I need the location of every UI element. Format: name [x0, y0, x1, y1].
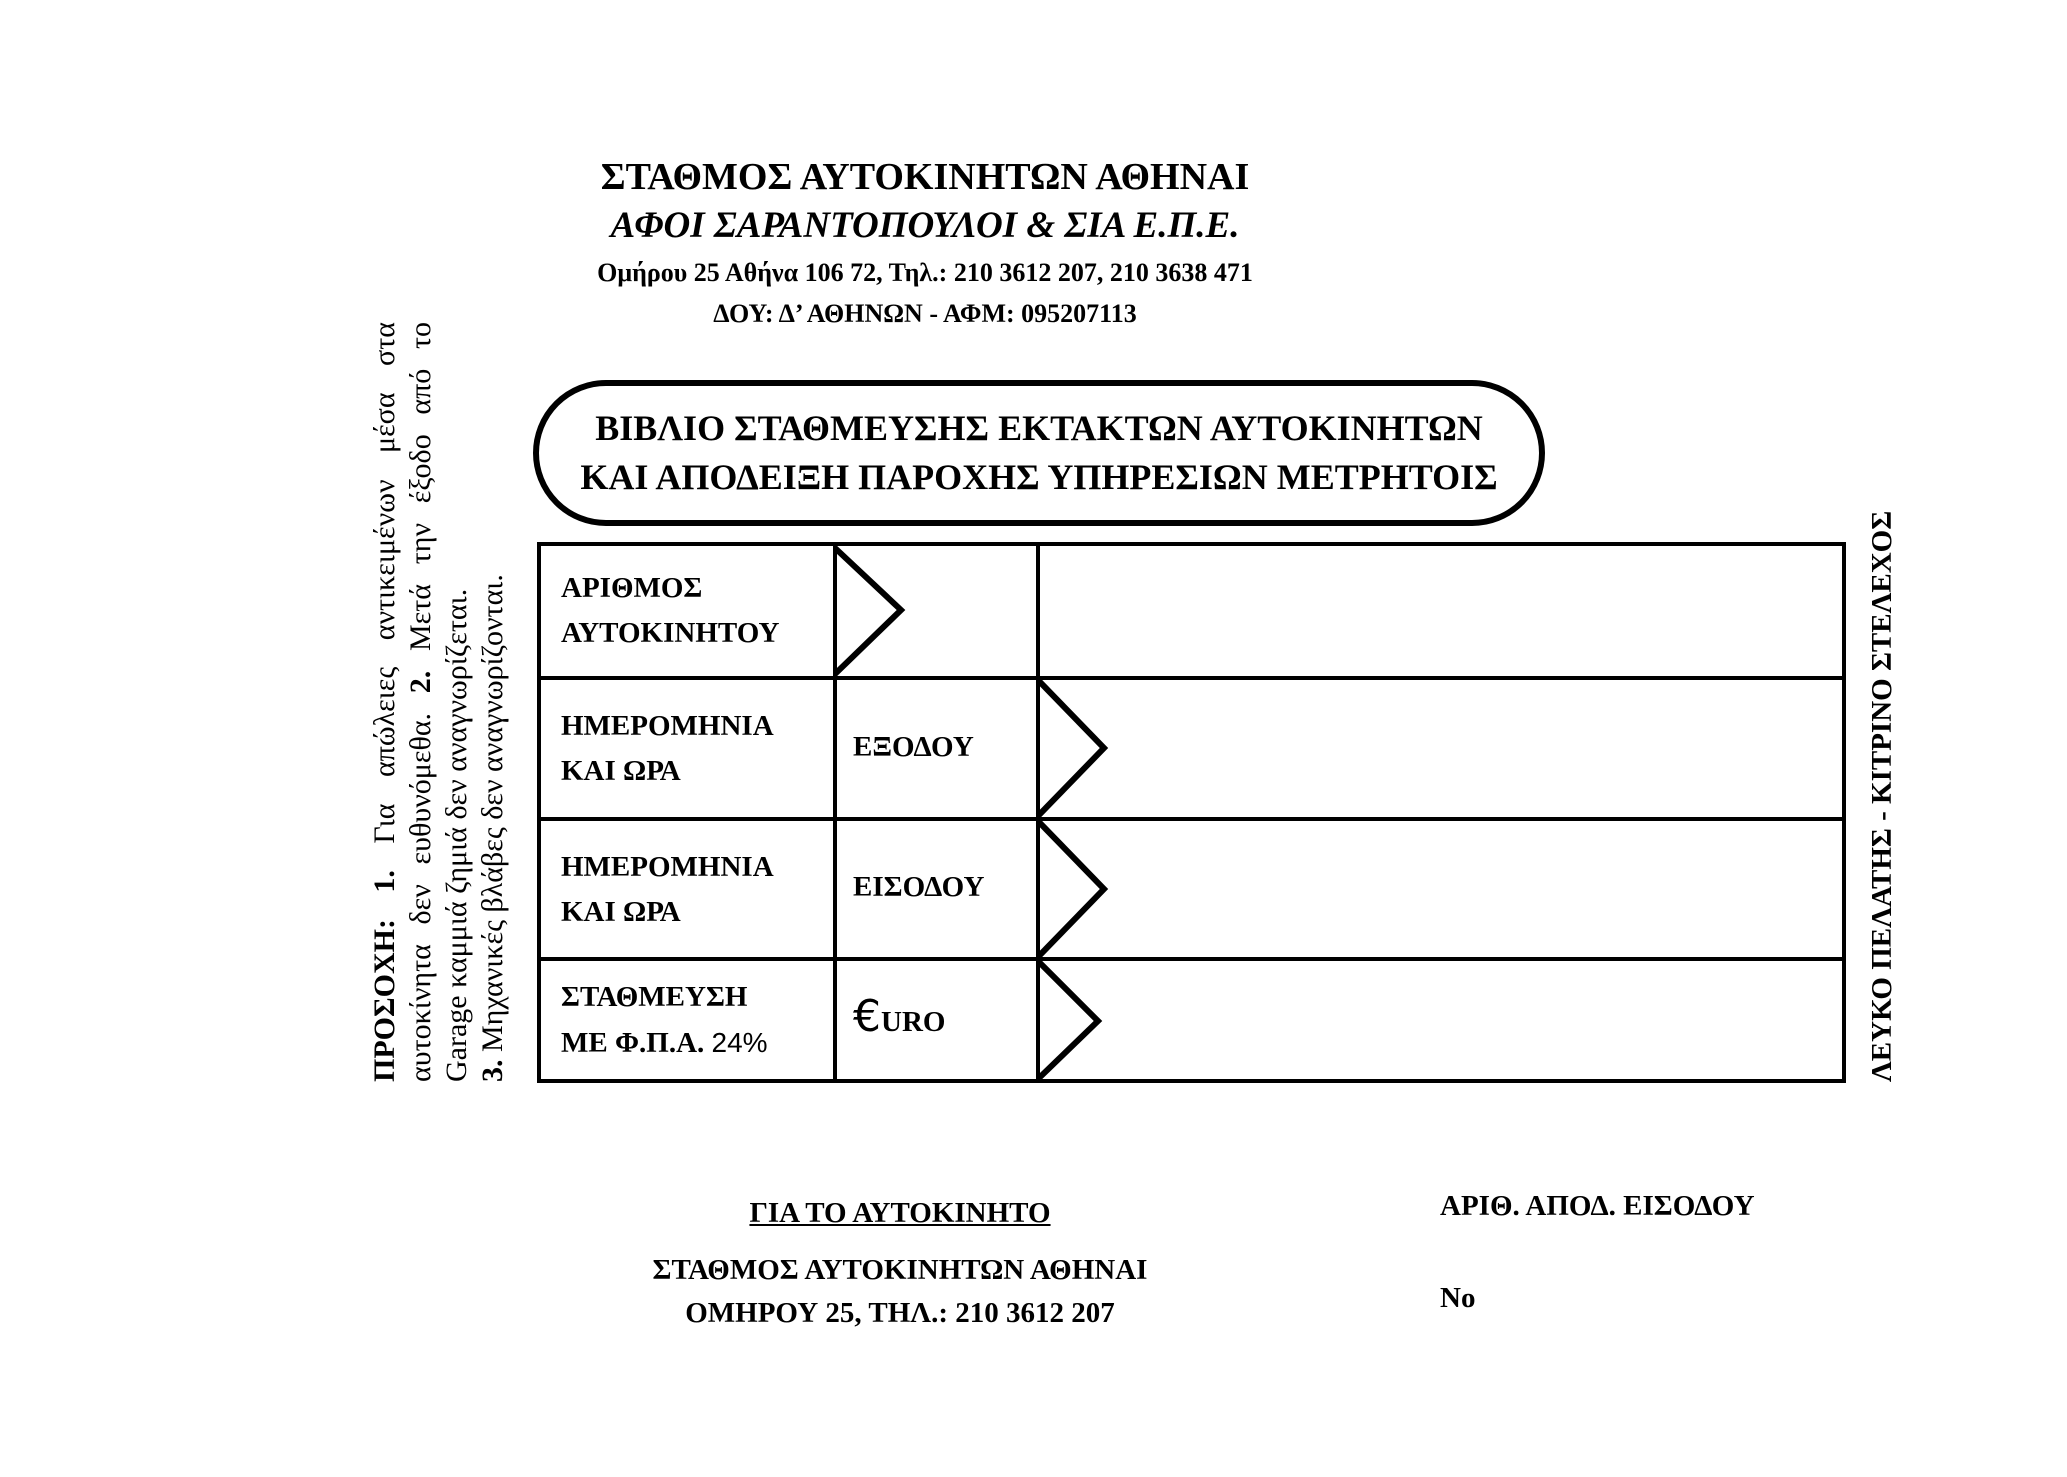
copy-distribution-note: ΛΕΥΚΟ ΠΕΛΑΤΗΣ - ΚΙΤΡΙΝΟ ΣΤΕΛΕΧΟΣ [1866, 510, 1898, 1082]
chevron-arrow-icon [833, 546, 913, 678]
book-title-line-1: ΒΙΒΛΙΟ ΣΤΑΘΜΕΥΣΗΣ ΕΚΤΑΚΤΩΝ ΑΥΤΟΚΙΝΗΤΩΝ [595, 408, 1483, 448]
warning-line-4 [475, 322, 511, 1082]
vat-rate: 24% [711, 1027, 768, 1058]
header-title: ΣΤΑΘΜΟΣ ΑΥΤΟΚΙΝΗΤΩΝ ΑΘΗΝΑΙ [600, 156, 1250, 198]
warning-text-3: Μηχανικές βλάβες δεν αναγνωρίζονται. [476, 574, 509, 1052]
warning-line-2 [403, 322, 439, 1082]
currency-text: URO [881, 1006, 946, 1038]
currency-label [853, 991, 945, 1042]
parking-fee-label [561, 975, 768, 1066]
entry-datetime-label-line-1: ΗΜΕΡΟΜΗΝΙΑ [561, 851, 774, 883]
footer-for-car-title: ΓΙΑ ΤΟ ΑΥΤΟΚΙΝΗΤΟ [749, 1197, 1051, 1229]
exit-datetime-field[interactable] [1040, 680, 1842, 817]
warning-number-2: 2. [404, 670, 437, 694]
warning-text-2b: Garage καμμιά ζημιά δεν αναγνωρίζεται. [440, 588, 473, 1082]
entry-datetime-field[interactable] [1040, 821, 1842, 957]
exit-datetime-label-line-1: ΗΜΕΡΟΜΗΝΙΑ [561, 710, 774, 742]
warning-text-2a: Μετά την έξοδο από το [404, 321, 437, 652]
warning-line-1 [367, 322, 403, 1082]
warning-number-3: 3. [476, 1059, 509, 1082]
parking-fee-label-line-2 [561, 1020, 768, 1066]
parking-fee-field[interactable] [1040, 961, 1842, 1079]
parking-table [537, 542, 1846, 1083]
exit-label: ΕΞΟΔΟΥ [853, 731, 974, 763]
car-number-field[interactable] [1040, 546, 1842, 676]
exit-datetime-label [561, 704, 774, 794]
vat-label: ΜΕ Φ.Π.Α. [561, 1027, 705, 1059]
entry-label: ΕΙΣΟΔΟΥ [853, 871, 985, 903]
exit-datetime-label-line-2: ΚΑΙ ΩΡΑ [561, 755, 681, 787]
car-number-label [561, 566, 779, 656]
footer-company-name: ΣΤΑΘΜΟΣ ΑΥΤΟΚΙΝΗΤΩΝ ΑΘΗΝΑΙ [652, 1254, 1148, 1286]
receipt-number-label: ΑΡΙΘ. ΑΠΟΔ. ΕΙΣΟΔΟΥ [1440, 1190, 1755, 1222]
number-label: No [1440, 1282, 1476, 1314]
parking-fee-label-line-1: ΣΤΑΘΜΕΥΣΗ [561, 981, 748, 1013]
warning-text-1a: Για απώλειες αντικειμένων μέσα στα [368, 322, 401, 844]
car-number-label-line-2: ΑΥΤΟΚΙΝΗΤΟΥ [561, 617, 780, 649]
warning-heading: ΠΡΟΣΟΧΗ: [368, 919, 401, 1082]
entry-datetime-label [561, 845, 774, 935]
entry-datetime-label-line-2: ΚΑΙ ΩΡΑ [561, 896, 681, 928]
footer-company-address: ΟΜΗΡΟΥ 25, ΤΗΛ.: 210 3612 207 [685, 1297, 1115, 1329]
warning-text-1b: αυτοκίνητα δεν ευθυνόμεθα. [404, 712, 437, 1082]
car-number-label-line-1: ΑΡΙΘΜΟΣ [561, 572, 703, 604]
book-title-line-2: ΚΑΙ ΑΠΟΔΕΙΞΗ ΠΑΡΟΧΗΣ ΥΠΗΡΕΣΙΩΝ ΜΕΤΡΗΤΟΙΣ [580, 457, 1498, 497]
company-address: Ομήρου 25 Αθήνα 106 72, Τηλ.: 210 3612 207, 210 3638 471 [597, 258, 1253, 287]
company-tax-info: ΔΟΥ: Δ’ ΑΘΗΝΩΝ - ΑΦΜ: 095207113 [713, 299, 1137, 328]
warning-notice [367, 322, 511, 1082]
warning-line-3 [439, 322, 475, 1082]
company-name: ΑΦΟΙ ΣΑΡΑΝΤΟΠΟΥΛΟΙ & ΣΙΑ Ε.Π.Ε. [610, 205, 1240, 246]
warning-number-1: 1. [368, 870, 401, 893]
euro-icon: € [853, 991, 881, 1042]
book-title-box [533, 380, 1545, 526]
